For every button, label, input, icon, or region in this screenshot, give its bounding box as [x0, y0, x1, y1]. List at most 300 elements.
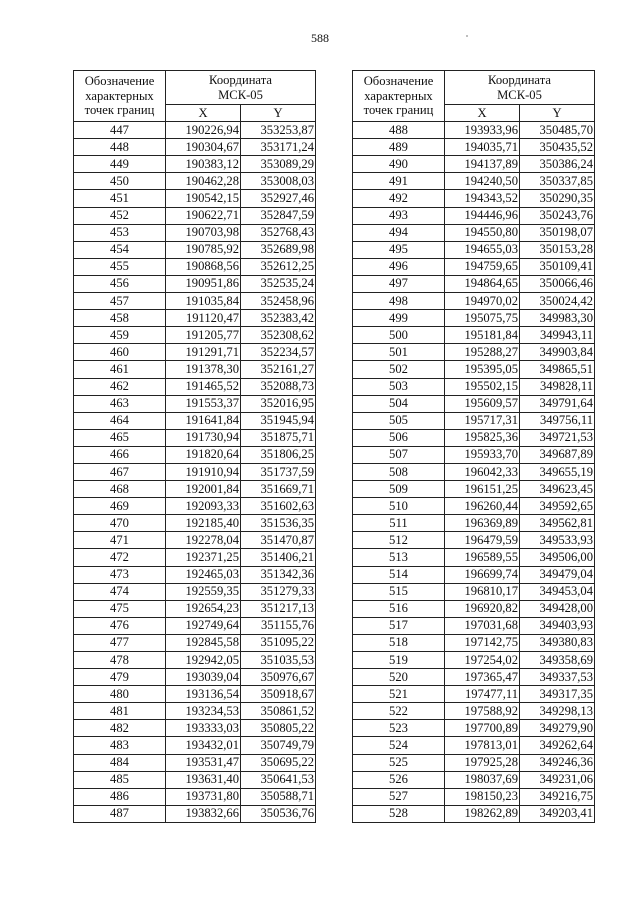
x-coordinate: 191378,30: [166, 361, 241, 378]
x-coordinate: 193531,47: [166, 754, 241, 771]
y-coordinate: 349479,04: [520, 566, 595, 583]
table-row: [74, 669, 316, 686]
point-number: 528: [353, 805, 445, 822]
point-number: 461: [74, 361, 166, 378]
table-row: [353, 481, 595, 498]
y-coordinate: 349756,11: [520, 412, 595, 429]
y-coordinate: 352689,98: [241, 241, 316, 258]
point-number: 511: [353, 515, 445, 532]
point-number: 470: [74, 515, 166, 532]
point-number: 502: [353, 361, 445, 378]
table-row: [74, 703, 316, 720]
designation-header-line1: Обозначение: [84, 74, 155, 89]
x-coordinate: 194970,02: [445, 293, 520, 310]
x-coordinate: 191465,52: [166, 378, 241, 395]
coordinate-header: [445, 71, 595, 105]
table-row: [353, 327, 595, 344]
y-coordinate: 352768,43: [241, 224, 316, 241]
point-number: 517: [353, 617, 445, 634]
x-coordinate: 193039,04: [166, 669, 241, 686]
y-coordinate: 351669,71: [241, 481, 316, 498]
table-row: [74, 463, 316, 480]
table-row: [74, 412, 316, 429]
point-number: 492: [353, 190, 445, 207]
x-column-header: X: [445, 105, 520, 122]
x-coordinate: 190542,15: [166, 190, 241, 207]
x-coordinate: 197813,01: [445, 737, 520, 754]
y-coordinate: 349428,00: [520, 600, 595, 617]
designation-header-line3: точек границ: [363, 103, 434, 118]
table-row: [353, 600, 595, 617]
y-coordinate: 349983,30: [520, 310, 595, 327]
point-number: 508: [353, 463, 445, 480]
point-number: 509: [353, 481, 445, 498]
x-coordinate: 196589,55: [445, 549, 520, 566]
table-row: [74, 429, 316, 446]
x-coordinate: 196042,33: [445, 463, 520, 480]
table-row: [74, 686, 316, 703]
x-coordinate: 193432,01: [166, 737, 241, 754]
y-coordinate: 351406,21: [241, 549, 316, 566]
point-number: 460: [74, 344, 166, 361]
table-row: [74, 139, 316, 156]
table-row: [353, 293, 595, 310]
x-coordinate: 193631,40: [166, 771, 241, 788]
table-row: [74, 190, 316, 207]
point-number: 482: [74, 720, 166, 737]
point-number: 448: [74, 139, 166, 156]
y-coordinate: 351035,53: [241, 652, 316, 669]
table-row: [353, 686, 595, 703]
y-coordinate: 349358,69: [520, 652, 595, 669]
table-row: [353, 566, 595, 583]
point-number: 467: [74, 463, 166, 480]
x-coordinate: 190703,98: [166, 224, 241, 241]
table-row: [74, 754, 316, 771]
table-row: [353, 344, 595, 361]
y-coordinate: 350290,35: [520, 190, 595, 207]
table-row: [353, 258, 595, 275]
x-coordinate: 196151,25: [445, 481, 520, 498]
point-number: 468: [74, 481, 166, 498]
table-row: [74, 378, 316, 395]
point-number: 458: [74, 310, 166, 327]
point-number: 521: [353, 686, 445, 703]
y-coordinate: 350337,85: [520, 173, 595, 190]
table-row: [74, 771, 316, 788]
table-row: [353, 788, 595, 805]
point-number: 525: [353, 754, 445, 771]
x-coordinate: 191291,71: [166, 344, 241, 361]
point-number: 487: [74, 805, 166, 822]
point-number: 507: [353, 446, 445, 463]
y-coordinate: 352088,73: [241, 378, 316, 395]
x-coordinate: 196810,17: [445, 583, 520, 600]
x-coordinate: 197700,89: [445, 720, 520, 737]
table-row: [353, 190, 595, 207]
table-row: [74, 258, 316, 275]
x-coordinate: 190383,12: [166, 156, 241, 173]
table-row: [353, 583, 595, 600]
y-coordinate: 350153,28: [520, 241, 595, 258]
x-coordinate: 195075,75: [445, 310, 520, 327]
point-number: 469: [74, 498, 166, 515]
point-number: 484: [74, 754, 166, 771]
table-row: [353, 771, 595, 788]
x-column-header: X: [166, 105, 241, 122]
table-row: [353, 652, 595, 669]
table-row: [74, 344, 316, 361]
x-coordinate: 192465,03: [166, 566, 241, 583]
point-number: 510: [353, 498, 445, 515]
table-row: [353, 634, 595, 651]
point-number: 486: [74, 788, 166, 805]
y-coordinate: 352847,59: [241, 207, 316, 224]
designation-header: [74, 71, 166, 122]
point-number: 494: [353, 224, 445, 241]
y-coordinate: 349337,53: [520, 669, 595, 686]
x-coordinate: 192371,25: [166, 549, 241, 566]
table-row: [74, 600, 316, 617]
x-coordinate: 191910,94: [166, 463, 241, 480]
coordinate-header-line1: Координата: [209, 73, 272, 87]
point-number: 476: [74, 617, 166, 634]
point-number: 499: [353, 310, 445, 327]
table-row: [353, 156, 595, 173]
x-coordinate: 196699,74: [445, 566, 520, 583]
y-coordinate: 352383,42: [241, 310, 316, 327]
table-row: [353, 463, 595, 480]
point-number: 519: [353, 652, 445, 669]
table-row: [74, 446, 316, 463]
y-coordinate: 349687,89: [520, 446, 595, 463]
y-coordinate: 349203,41: [520, 805, 595, 822]
point-number: 493: [353, 207, 445, 224]
y-coordinate: 351342,36: [241, 566, 316, 583]
table-row: [74, 805, 316, 822]
point-number: 464: [74, 412, 166, 429]
point-number: 488: [353, 122, 445, 139]
designation-header-line2: характерных: [364, 88, 433, 103]
x-coordinate: 194137,89: [445, 156, 520, 173]
point-number: 524: [353, 737, 445, 754]
y-coordinate: 350435,52: [520, 139, 595, 156]
point-number: 483: [74, 737, 166, 754]
y-coordinate: 350976,67: [241, 669, 316, 686]
coordinates-table-right: [352, 70, 595, 823]
x-coordinate: 197031,68: [445, 617, 520, 634]
y-coordinate: 353171,24: [241, 139, 316, 156]
y-coordinate: 350805,22: [241, 720, 316, 737]
coordinate-header-line2: МСК-05: [218, 87, 263, 102]
table-row: [353, 805, 595, 822]
table-row: [353, 412, 595, 429]
x-coordinate: 194446,96: [445, 207, 520, 224]
y-coordinate: 349279,90: [520, 720, 595, 737]
table-row: [74, 173, 316, 190]
x-coordinate: 195609,57: [445, 395, 520, 412]
y-coordinate: 349903,84: [520, 344, 595, 361]
point-number: 523: [353, 720, 445, 737]
y-coordinate: 349721,53: [520, 429, 595, 446]
point-number: 479: [74, 669, 166, 686]
point-number: 491: [353, 173, 445, 190]
table-row: [74, 652, 316, 669]
x-coordinate: 193333,03: [166, 720, 241, 737]
designation-header: [353, 71, 445, 122]
x-coordinate: 192749,64: [166, 617, 241, 634]
point-number: 500: [353, 327, 445, 344]
point-number: 465: [74, 429, 166, 446]
table-row: [353, 241, 595, 258]
table-row: [353, 703, 595, 720]
y-coordinate: 350588,71: [241, 788, 316, 805]
y-coordinate: 352016,95: [241, 395, 316, 412]
point-number: 453: [74, 224, 166, 241]
point-number: 456: [74, 275, 166, 292]
table-row: [74, 634, 316, 651]
point-number: 474: [74, 583, 166, 600]
y-coordinate: 351095,22: [241, 634, 316, 651]
designation-header-line2: характерных: [85, 88, 154, 103]
x-coordinate: 195181,84: [445, 327, 520, 344]
x-coordinate: 193933,96: [445, 122, 520, 139]
x-coordinate: 197254,02: [445, 652, 520, 669]
x-coordinate: 192001,84: [166, 481, 241, 498]
x-coordinate: 194655,03: [445, 241, 520, 258]
x-coordinate: 194035,71: [445, 139, 520, 156]
x-coordinate: 192942,05: [166, 652, 241, 669]
point-number: 472: [74, 549, 166, 566]
x-coordinate: 191205,77: [166, 327, 241, 344]
coordinate-header-line2: МСК-05: [497, 87, 542, 102]
y-coordinate: 349828,11: [520, 378, 595, 395]
point-number: 473: [74, 566, 166, 583]
y-coordinate: 349403,93: [520, 617, 595, 634]
y-coordinate: 349592,65: [520, 498, 595, 515]
y-coordinate: 350066,46: [520, 275, 595, 292]
x-coordinate: 194550,80: [445, 224, 520, 241]
table-row: [74, 395, 316, 412]
point-number: 450: [74, 173, 166, 190]
point-number: 522: [353, 703, 445, 720]
y-coordinate: 350695,22: [241, 754, 316, 771]
scan-speck: [466, 35, 468, 37]
point-number: 455: [74, 258, 166, 275]
x-coordinate: 197142,75: [445, 634, 520, 651]
table-row: [74, 122, 316, 139]
point-number: 485: [74, 771, 166, 788]
x-coordinate: 190462,28: [166, 173, 241, 190]
point-number: 459: [74, 327, 166, 344]
table-row: [74, 720, 316, 737]
x-coordinate: 191820,64: [166, 446, 241, 463]
x-coordinate: 191730,94: [166, 429, 241, 446]
point-number: 506: [353, 429, 445, 446]
table-row: [74, 310, 316, 327]
table-row: [353, 395, 595, 412]
point-number: 454: [74, 241, 166, 258]
x-coordinate: 197365,47: [445, 669, 520, 686]
x-coordinate: 194343,52: [445, 190, 520, 207]
x-coordinate: 195288,27: [445, 344, 520, 361]
y-coordinate: 352234,57: [241, 344, 316, 361]
table-row: [74, 275, 316, 292]
table-row: [353, 515, 595, 532]
y-coordinate: 349506,00: [520, 549, 595, 566]
table-row: [353, 669, 595, 686]
x-coordinate: 190785,92: [166, 241, 241, 258]
x-coordinate: 192278,04: [166, 532, 241, 549]
x-coordinate: 191553,37: [166, 395, 241, 412]
y-coordinate: 350536,76: [241, 805, 316, 822]
y-coordinate: 351602,63: [241, 498, 316, 515]
y-coordinate: 349453,04: [520, 583, 595, 600]
x-coordinate: 194240,50: [445, 173, 520, 190]
y-coordinate: 349623,45: [520, 481, 595, 498]
point-number: 489: [353, 139, 445, 156]
x-coordinate: 190304,67: [166, 139, 241, 156]
y-coordinate: 350109,41: [520, 258, 595, 275]
point-number: 516: [353, 600, 445, 617]
x-coordinate: 191035,84: [166, 293, 241, 310]
table-row: [74, 532, 316, 549]
table-row: [353, 224, 595, 241]
table-row: [74, 498, 316, 515]
coordinate-header: [166, 71, 316, 105]
table-row: [74, 566, 316, 583]
y-coordinate: 352612,25: [241, 258, 316, 275]
table-row: [74, 361, 316, 378]
table-row: [74, 327, 316, 344]
point-number: 501: [353, 344, 445, 361]
point-number: 515: [353, 583, 445, 600]
y-coordinate: 352161,27: [241, 361, 316, 378]
x-coordinate: 196260,44: [445, 498, 520, 515]
y-coordinate: 350641,53: [241, 771, 316, 788]
point-number: 526: [353, 771, 445, 788]
point-number: 512: [353, 532, 445, 549]
y-coordinate: 352308,62: [241, 327, 316, 344]
point-number: 481: [74, 703, 166, 720]
x-coordinate: 193234,53: [166, 703, 241, 720]
y-coordinate: 351875,71: [241, 429, 316, 446]
table-row: [74, 156, 316, 173]
table-row: [353, 446, 595, 463]
x-coordinate: 198037,69: [445, 771, 520, 788]
y-coordinate: 351470,87: [241, 532, 316, 549]
y-coordinate: 352458,96: [241, 293, 316, 310]
y-coordinate: 350198,07: [520, 224, 595, 241]
x-coordinate: 196369,89: [445, 515, 520, 532]
y-coordinate: 351945,94: [241, 412, 316, 429]
page-number: 588: [311, 31, 329, 45]
y-coordinate: 349216,75: [520, 788, 595, 805]
y-coordinate: 350918,67: [241, 686, 316, 703]
y-coordinate: 352535,24: [241, 275, 316, 292]
x-coordinate: 194864,65: [445, 275, 520, 292]
x-coordinate: 192845,58: [166, 634, 241, 651]
point-number: 449: [74, 156, 166, 173]
table-row: [74, 224, 316, 241]
x-coordinate: 195502,15: [445, 378, 520, 395]
designation-header-line3: точек границ: [84, 103, 155, 118]
table-row: [353, 617, 595, 634]
point-number: 475: [74, 600, 166, 617]
table-row: [74, 583, 316, 600]
point-number: 495: [353, 241, 445, 258]
y-column-header: Y: [241, 105, 316, 122]
x-coordinate: 191641,84: [166, 412, 241, 429]
point-number: 462: [74, 378, 166, 395]
point-number: 513: [353, 549, 445, 566]
table-row: [74, 617, 316, 634]
table-row: [353, 361, 595, 378]
x-coordinate: 198262,89: [445, 805, 520, 822]
y-coordinate: 350243,76: [520, 207, 595, 224]
point-number: 490: [353, 156, 445, 173]
y-coordinate: 349562,81: [520, 515, 595, 532]
point-number: 463: [74, 395, 166, 412]
table-row: [353, 532, 595, 549]
point-number: 518: [353, 634, 445, 651]
y-coordinate: 349298,13: [520, 703, 595, 720]
y-coordinate: 349943,11: [520, 327, 595, 344]
table-row: [74, 293, 316, 310]
x-coordinate: 192185,40: [166, 515, 241, 532]
y-coordinate: 349380,83: [520, 634, 595, 651]
x-coordinate: 198150,23: [445, 788, 520, 805]
y-coordinate: 352927,46: [241, 190, 316, 207]
table-row: [353, 139, 595, 156]
x-coordinate: 190622,71: [166, 207, 241, 224]
x-coordinate: 193136,54: [166, 686, 241, 703]
x-coordinate: 190951,86: [166, 275, 241, 292]
table-row: [74, 737, 316, 754]
point-number: 497: [353, 275, 445, 292]
point-number: 480: [74, 686, 166, 703]
x-coordinate: 195825,36: [445, 429, 520, 446]
y-coordinate: 351217,13: [241, 600, 316, 617]
point-number: 503: [353, 378, 445, 395]
x-coordinate: 193731,80: [166, 788, 241, 805]
y-coordinate: 349231,06: [520, 771, 595, 788]
x-coordinate: 190868,56: [166, 258, 241, 275]
point-number: 477: [74, 634, 166, 651]
table-row: [74, 207, 316, 224]
y-coordinate: 350386,24: [520, 156, 595, 173]
point-number: 498: [353, 293, 445, 310]
y-coordinate: 349655,19: [520, 463, 595, 480]
table-row: [74, 481, 316, 498]
point-number: 520: [353, 669, 445, 686]
point-number: 514: [353, 566, 445, 583]
x-coordinate: 194759,65: [445, 258, 520, 275]
y-coordinate: 351806,25: [241, 446, 316, 463]
table-row: [353, 498, 595, 515]
y-coordinate: 349262,64: [520, 737, 595, 754]
point-number: 527: [353, 788, 445, 805]
point-number: 447: [74, 122, 166, 139]
x-coordinate: 190226,94: [166, 122, 241, 139]
y-coordinate: 351279,33: [241, 583, 316, 600]
x-coordinate: 197477,11: [445, 686, 520, 703]
y-coordinate: 351737,59: [241, 463, 316, 480]
table-row: [353, 754, 595, 771]
table-row: [353, 310, 595, 327]
table-row: [353, 429, 595, 446]
y-coordinate: 349317,35: [520, 686, 595, 703]
